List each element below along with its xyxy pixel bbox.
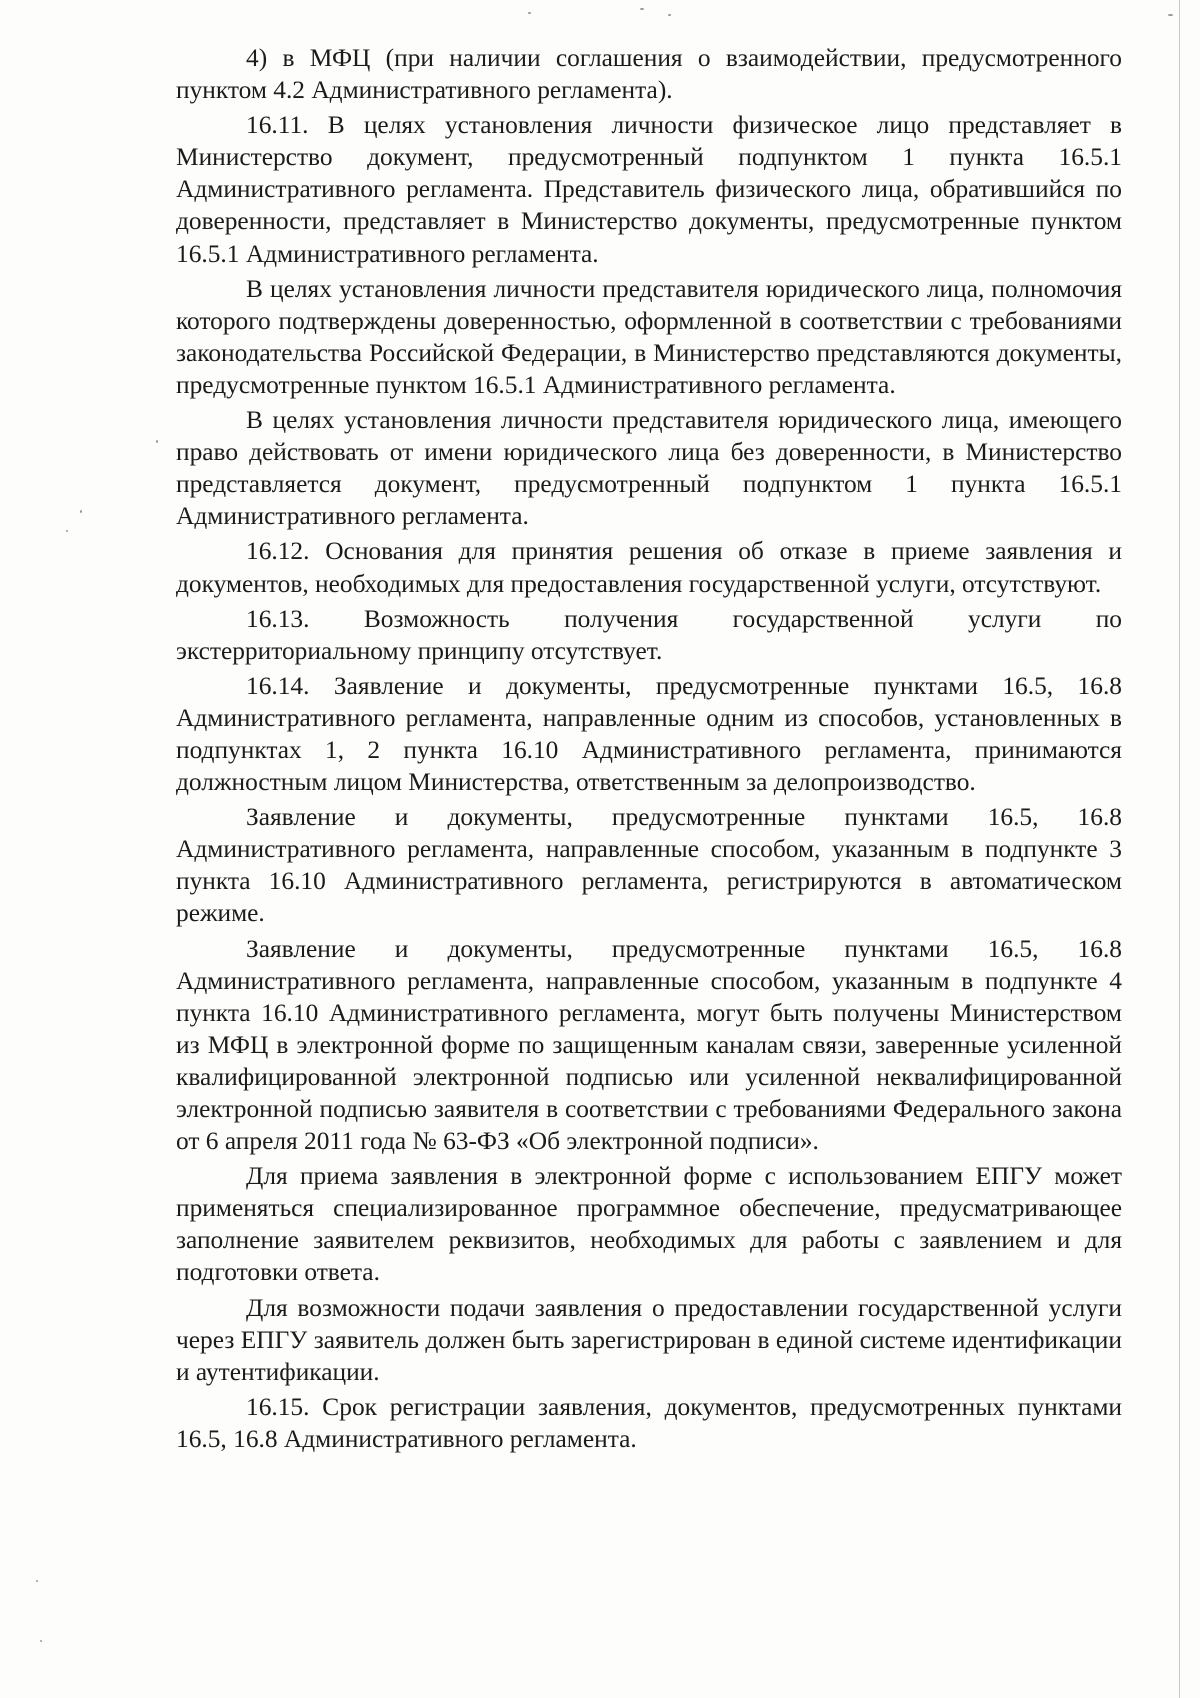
paragraph: В целях установления личности представителя юридического лица, имеющего право действовать от имени юридического лица без доверенности, в Министерство представляется документ, предусмотренный подпунктом 1 пункта 16.5.1 Административного регламента. bbox=[176, 406, 1122, 531]
scan-artifact bbox=[668, 14, 671, 16]
scan-artifact bbox=[156, 440, 158, 443]
paragraph: Для приема заявления в электронной форме с использованием ЕПГУ может применяться специализированное программное обеспечение, предусматривающее заполнение заявителем реквизитов, необходимых для работы с заявлением и для подготовки ответа. bbox=[176, 1162, 1122, 1287]
paragraph: 16.14. Заявление и документы, предусмотренные пунктами 16.5, 16.8 Административного регламента, направленные одним из способов, установленных в подпунктах 1, 2 пункта 16.10 Административного регламента, принимаются должностным лицом Министерства, ответственным за делопроизводство. bbox=[176, 671, 1122, 797]
scan-artifact bbox=[40, 1640, 42, 1642]
scan-artifact bbox=[640, 8, 644, 10]
paragraph: Заявление и документы, предусмотренные пунктами 16.5, 16.8 Административного регламента, направленные способом, указанным в подпункте 4 пункта 16.10 Административного регламента, могут быть получены Министерством из МФЦ в электронной форме по защищенным каналам связи, заверенные усиленной квалифицированной электронной подписью или усиленной неквалифицированной электронной подписью заявителя в соответствии с требованиями Федерального закона от 6 апреля 2011 года № 63-ФЗ «Об электронной подписи». bbox=[176, 934, 1122, 1156]
paragraph: 16.13. Возможность получения государственной услуги по экстерриториальному принципу отсутствует. bbox=[176, 604, 1122, 665]
scan-artifact bbox=[36, 1580, 38, 1582]
paragraph: 16.11. В целях установления личности физическое лицо представляет в Министерство документ, предусмотренный подпунктом 1 пункта 16.5.1 Административного регламента. Представитель физического лица, обратившийся по доверенности, представляет в Министерство документы, предусмотренные пунктом 16.5.1 Административного регламента. bbox=[176, 111, 1122, 268]
paragraph: 16.15. Срок регистрации заявления, документов, предусмотренных пунктами 16.5, 16.8 Административного регламента. bbox=[176, 1392, 1122, 1453]
paragraph: 16.12. Основания для принятия решения об отказе в приеме заявления и документов, необходимых для предоставления государственной услуги, отсутствуют. bbox=[176, 537, 1122, 598]
paragraph: Для возможности подачи заявления о предоставлении государственной услуги через ЕПГУ заявитель должен быть зарегистрирован в единой системе идентификации и аутентификации. bbox=[176, 1293, 1122, 1386]
document-body bbox=[176, 42, 1122, 1458]
scan-artifact bbox=[528, 12, 531, 14]
scan-artifact bbox=[80, 510, 82, 513]
paragraph: Заявление и документы, предусмотренные пунктами 16.5, 16.8 Административного регламента, направленные способом, указанным в подпункте 3 пункта 16.10 Административного регламента, регистрируются в автоматическом режиме. bbox=[176, 803, 1122, 928]
page-edge bbox=[1179, 0, 1180, 1698]
scan-artifact bbox=[1168, 14, 1173, 16]
paragraph: В целях установления личности представителя юридического лица, полномочия которого подтверждены доверенностью, оформленной в соответствии с требованиями законодательства Российской Федерации, в Министерство представляются документы, предусмотренные пунктом 16.5.1 Административного регламента. bbox=[176, 274, 1122, 399]
paragraph: 4) в МФЦ (при наличии соглашения о взаимодействии, предусмотренного пунктом 4.2 Административного регламента). bbox=[176, 44, 1122, 105]
scan-artifact bbox=[66, 530, 68, 532]
